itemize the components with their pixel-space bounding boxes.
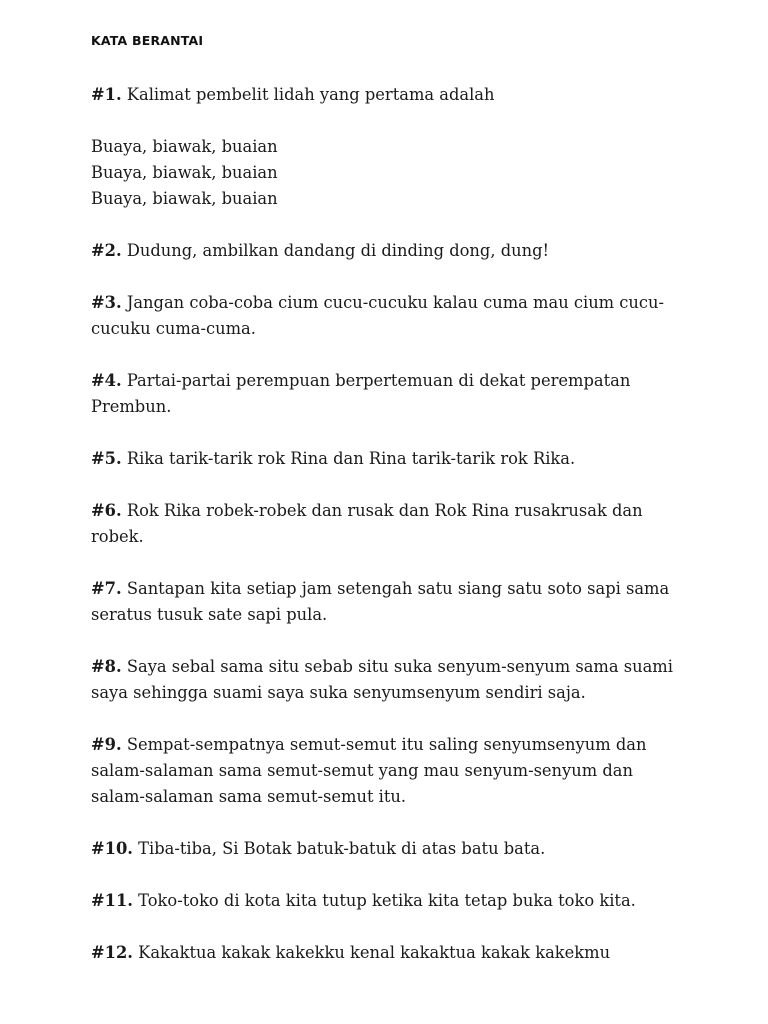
list-item-line xyxy=(91,238,691,264)
list-item-line xyxy=(91,654,691,680)
list-item-line xyxy=(91,290,691,316)
item-text: robek. xyxy=(91,527,144,546)
list-item-line xyxy=(91,602,691,628)
item-number: #11. xyxy=(91,891,133,910)
list-item xyxy=(91,134,691,212)
list-item-line xyxy=(91,134,691,160)
item-text: Jangan coba-coba cium cucu-cucuku kalau cuma mau cium cucu- xyxy=(126,293,664,312)
list-item-line xyxy=(91,446,691,472)
item-number: #5. xyxy=(91,449,122,468)
item-number: #3. xyxy=(91,293,122,312)
list-item xyxy=(91,654,691,706)
list-item xyxy=(91,836,691,862)
item-text: Partai-partai perempuan berpertemuan di dekat perempatan xyxy=(126,371,631,390)
item-text: Santapan kita setiap jam setengah satu siang satu soto sapi sama xyxy=(126,579,670,598)
list-item-line xyxy=(91,940,691,966)
list-item-line xyxy=(91,524,691,550)
item-number: #9. xyxy=(91,735,122,754)
list-item-line xyxy=(91,758,691,784)
list-item xyxy=(91,238,691,264)
item-text: seratus tusuk sate sapi pula. xyxy=(91,605,328,624)
list-item xyxy=(91,940,691,966)
item-text: Tiba-tiba, Si Botak batuk-batuk di atas batu bata. xyxy=(138,839,546,858)
list-item-line xyxy=(91,836,691,862)
item-text: Kalimat pembelit lidah yang pertama adalah xyxy=(126,85,495,104)
item-text: saya sehingga suami saya suka senyumsenyum sendiri saja. xyxy=(91,683,586,702)
list-item xyxy=(91,368,691,420)
list-item-line xyxy=(91,576,691,602)
item-text: Prembun. xyxy=(91,397,172,416)
item-text: Sempat-sempatnya semut-semut itu saling senyumsenyum dan xyxy=(126,735,647,754)
item-number: #8. xyxy=(91,657,122,676)
list-item-line xyxy=(91,82,691,108)
item-number: #7. xyxy=(91,579,122,598)
item-text: salam-salaman sama semut-semut itu. xyxy=(91,787,407,806)
list-item-line xyxy=(91,186,691,212)
list-item xyxy=(91,498,691,550)
item-text: Toko-toko di kota kita tutup ketika kita tetap buka toko kita. xyxy=(138,891,636,910)
list-item-line xyxy=(91,680,691,706)
list-item xyxy=(91,446,691,472)
item-text: Buaya, biawak, buaian xyxy=(91,137,278,156)
item-number: #10. xyxy=(91,839,133,858)
list-item-line xyxy=(91,160,691,186)
list-item-line xyxy=(91,316,691,342)
item-text: Kakaktua kakak kakekku kenal kakaktua kakak kakekmu xyxy=(138,943,611,962)
item-text: cucuku cuma-cuma. xyxy=(91,319,256,338)
item-text: Dudung, ambilkan dandang di dinding dong, dung! xyxy=(126,241,550,260)
document-title: KATA BERANTAI xyxy=(91,33,204,48)
list-item-line xyxy=(91,784,691,810)
list-item-line xyxy=(91,368,691,394)
item-number: #12. xyxy=(91,943,133,962)
item-number: #4. xyxy=(91,371,122,390)
list-item xyxy=(91,732,691,810)
list-item-line xyxy=(91,888,691,914)
list-item xyxy=(91,82,691,108)
item-text: Rok Rika robek-robek dan rusak dan Rok Rina rusakrusak dan xyxy=(126,501,643,520)
list-item-line xyxy=(91,732,691,758)
list-item xyxy=(91,888,691,914)
list-item-line xyxy=(91,498,691,524)
list-item-line xyxy=(91,394,691,420)
item-text: Buaya, biawak, buaian xyxy=(91,189,278,208)
item-number: #1. xyxy=(91,85,122,104)
item-text: Saya sebal sama situ sebab situ suka senyum-senyum sama suami xyxy=(126,657,673,676)
tongue-twister-list xyxy=(91,82,691,992)
item-text: Rika tarik-tarik rok Rina dan Rina tarik-tarik rok Rika. xyxy=(126,449,576,468)
item-number: #2. xyxy=(91,241,122,260)
item-text: Buaya, biawak, buaian xyxy=(91,163,278,182)
item-text: salam-salaman sama semut-semut yang mau senyum-senyum dan xyxy=(91,761,633,780)
list-item xyxy=(91,576,691,628)
item-number: #6. xyxy=(91,501,122,520)
list-item xyxy=(91,290,691,342)
